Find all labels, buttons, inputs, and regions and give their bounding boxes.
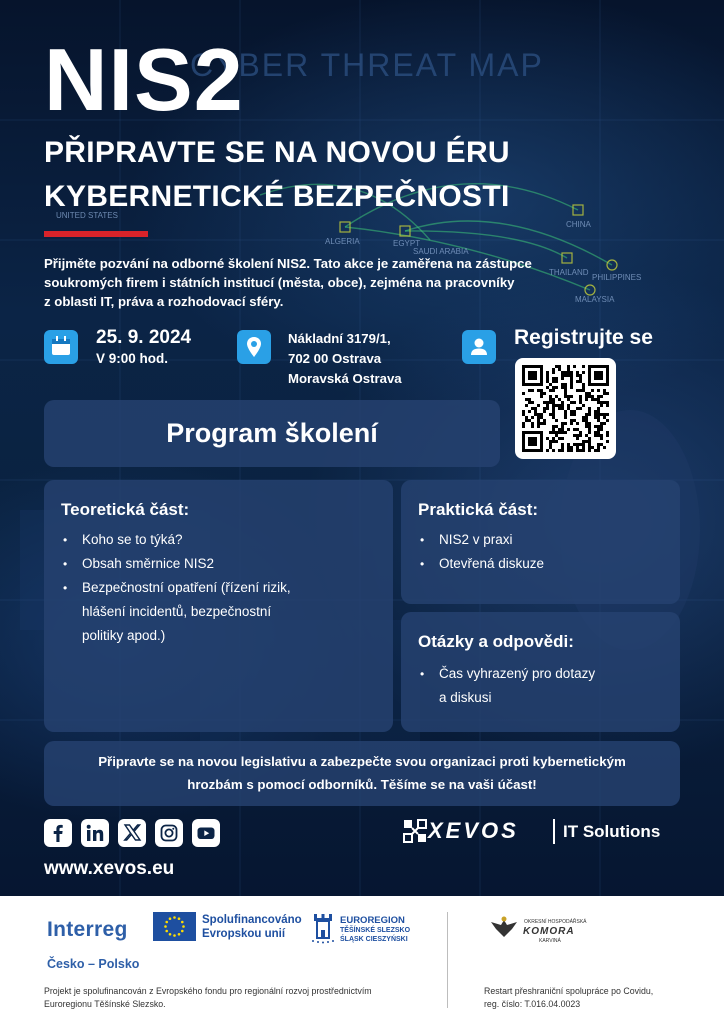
komora-eagle-icon [487, 915, 521, 941]
qa-heading: Otázky a odpovědi: [418, 632, 574, 651]
list-item-line: hlášení incidentů, bezpečnostní [82, 604, 272, 619]
linkedin-icon[interactable] [81, 819, 109, 847]
address-line: Moravská Ostrava [288, 371, 402, 386]
event-address [288, 329, 402, 389]
program-name: Česko – Polsko [47, 957, 140, 971]
page-subtitle-line1: PŘIPRAVTE SE NA NOVOU ÉRU [44, 136, 510, 169]
euroregion-tower-icon [310, 911, 336, 945]
map-label: UNITED STATES [56, 211, 118, 220]
theory-heading: Teoretická část: [61, 500, 190, 519]
map-label: MALAYSIA [575, 295, 615, 304]
komora-logo-text: KOMORA [523, 926, 575, 937]
eu-text-line: Spolufinancováno [202, 914, 302, 926]
address-line: Nákladní 3179/1, [288, 331, 391, 346]
funding-note-line: Euroregionu Těšínské Slezsko. [44, 999, 166, 1009]
brand-name: XEVOS [428, 818, 519, 843]
list-item-line: a diskusi [439, 690, 492, 705]
qr-code-icon [522, 365, 609, 452]
list-item-line: • Čas vyhrazený pro dotazy [439, 666, 596, 681]
project-info [484, 985, 653, 1011]
location-pin-icon [237, 330, 271, 364]
funding-note [44, 985, 372, 1011]
komora-city: KARVINÁ [539, 938, 561, 944]
project-info-line: reg. číslo: T.016.04.0023 [484, 999, 581, 1009]
cta-line: Připravte se na novou legislativu a zabezpečte svou organizaci proti kybernetickým [98, 754, 626, 769]
intro-line: z oblasti IT, práva a rozhodovací sféry. [44, 294, 284, 309]
event-date: 25. 9. 2024 [96, 327, 192, 348]
list-item [61, 576, 291, 648]
intro-text [44, 254, 544, 311]
facebook-icon[interactable] [44, 819, 72, 847]
intro-line: Přijměte pozvání na odborné školení NIS2. Tato akce je zaměřena na zástupce [44, 256, 532, 271]
eu-flag-icon [153, 912, 196, 941]
funding-note-line: Projekt je spolufinancován z Evropského fondu pro regionální rozvoj prostřednictvím [44, 986, 372, 996]
website-link[interactable]: www.xevos.eu [44, 858, 175, 879]
euroregion-line: TĚŠÍNSKÉ SLEZSKO [340, 927, 411, 934]
map-label: EGYPT [393, 239, 421, 248]
calendar-icon [44, 330, 78, 364]
list-item: • Otevřená diskuze [418, 552, 544, 576]
brand-divider [553, 819, 555, 844]
event-time: V 9:00 hod. [96, 351, 169, 366]
list-item-line: • Bezpečnostní opatření (řízení rizik, [82, 580, 291, 595]
map-label: PHILIPPINES [592, 273, 642, 282]
intro-line: soukromých firem i státních institucí (města, obce), zejména na pracovníky [44, 275, 515, 290]
list-item [418, 662, 595, 710]
cta-line: hrozbám s pomocí odborníků. Těšíme se na vaši účast! [187, 777, 537, 792]
registration-qr-code[interactable] [515, 358, 616, 459]
youtube-icon[interactable] [192, 819, 220, 847]
map-label: SAUDI ARABIA [413, 247, 469, 256]
eu-cofunded-label [202, 913, 302, 941]
interreg-logo: Interreg [47, 918, 128, 941]
euroregion-line: ŚLĄSK CIESZYŃSKI [340, 936, 408, 943]
project-info-line: Restart přeshraniční spolupráce po Covidu, [484, 986, 654, 996]
footer-divider [447, 912, 448, 1008]
instagram-icon[interactable] [155, 819, 183, 847]
qa-list [418, 662, 595, 710]
map-label: CHINA [566, 220, 591, 229]
komora-label-top: OKRESNÍ HOSPODÁŘSKÁ [524, 919, 587, 925]
list-item-line: politiky apod.) [82, 628, 166, 643]
euroregion-line: EUROREGION [340, 915, 405, 926]
threat-map-heading: CYBER THREAT MAP [190, 47, 544, 83]
user-icon [462, 330, 496, 364]
call-to-action-text [44, 750, 680, 796]
register-label: Registrujte se [514, 326, 653, 349]
practice-section [401, 480, 680, 604]
practice-list [418, 528, 544, 576]
xevos-logo-icon [403, 819, 427, 843]
x-icon[interactable] [118, 819, 146, 847]
list-item: • Koho se to týká? [61, 528, 291, 552]
brand-tagline: IT Solutions [563, 822, 661, 841]
program-title-text: Program školení [166, 418, 378, 448]
qa-section [401, 612, 680, 732]
map-label: THAILAND [549, 268, 589, 277]
map-label: ALGERIA [325, 237, 360, 246]
list-item: • Obsah směrnice NIS2 [61, 552, 291, 576]
eu-text-line: Evropskou unií [202, 928, 286, 940]
theory-section [44, 480, 393, 732]
page-title: NIS2 [44, 30, 244, 129]
red-accent-bar [44, 231, 148, 237]
address-line: 702 00 Ostrava [288, 351, 382, 366]
list-item: • NIS2 v praxi [418, 528, 544, 552]
euroregion-label [340, 915, 410, 944]
theory-list [61, 528, 291, 648]
page-subtitle-line2: KYBERNETICKÉ BEZPEČNOSTI [44, 180, 510, 213]
practice-heading: Praktická část: [418, 500, 539, 519]
